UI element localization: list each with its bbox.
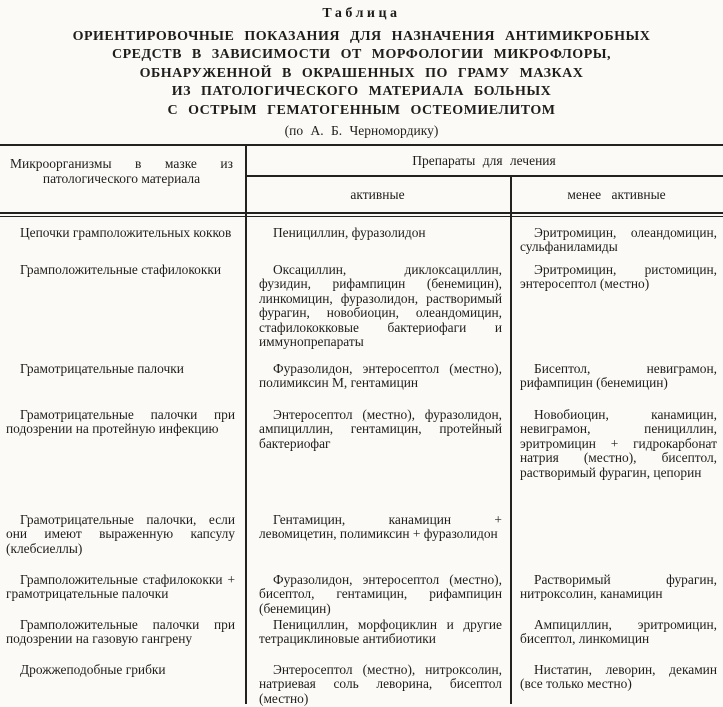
heading-line: СРЕДСТВ В ЗАВИСИМОСТИ ОТ МОРФОЛОГИИ МИКРОФЛОРЫ, [111, 47, 611, 63]
organism-cell: Грамположительные палочки при подозрении на газовую гангрену [6, 617, 235, 647]
table-row [0, 618, 723, 663]
less-active-drugs-cell: Эритромицин, олеандомицин, сульфаниламиды [520, 225, 717, 255]
table-header [0, 144, 723, 212]
table-row [0, 263, 723, 362]
organism-cell: Грамотрицательные палочки [20, 361, 184, 377]
heading-line: С ОСТРЫМ ГЕМАТОГЕННЫМ ОСТЕОМИЕЛИТОМ [167, 102, 556, 118]
column-header-organisms: Микроорганизмы в мазке из патологического материала [10, 156, 233, 187]
active-drugs-cell: Оксациллин, диклоксациллин, фузидин, рифампицин (бенемицин), линкомицин, фуразолидон, растворимый фурагин, новобиоцин, олеандомицин, стафилококковые бактериофаги и иммунопрепараты [259, 262, 502, 350]
less-active-drugs-cell: Растворимый фурагин, нитроксолин, канамицин [520, 572, 717, 602]
less-active-drugs-cell: Ампициллин, эритромицин, бисептол, линкомицин [520, 617, 717, 647]
active-drugs-cell: Энтеросептол (местно), нитроксолин, натриевая соль леворина, бисептол (местно) [259, 662, 502, 706]
heading-line: ИЗ ПАТОЛОГИЧЕСКОГО МАТЕРИАЛА БОЛЬНЫХ [171, 84, 552, 100]
data-table [0, 144, 723, 704]
active-drugs-cell: Пенициллин, фуразолидон [273, 225, 426, 241]
group-header-treatments: Препараты для лечения [245, 146, 723, 177]
document-heading [0, 28, 723, 120]
organism-cell: Цепочки грамположительных кокков [20, 225, 232, 241]
subheader-less-active: менее активные [567, 187, 666, 203]
active-drugs-cell: Энтеросептол (местно), фуразолидон, ампициллин, гентамицин, протейный бактериофаг [259, 407, 502, 451]
table-row [0, 226, 723, 263]
organism-cell: Дрожжеподобные грибки [20, 662, 166, 678]
column-divider [510, 175, 512, 704]
subheader-row [245, 177, 723, 212]
organism-cell: Грамположительные стафилококки + грамотрицательные палочки [6, 572, 235, 602]
less-active-drugs-cell: Нистатин, леворин, декамин (все только местно) [520, 662, 717, 692]
less-active-drugs-cell: Бисептол, невиграмон, рифампицин (бенемицин) [520, 361, 717, 391]
heading-line: ОРИЕНТИРОВОЧНЫЕ ПОКАЗАНИЯ ДЛЯ НАЗНАЧЕНИЯ АНТИМИКРОБНЫХ [72, 29, 651, 44]
active-drugs-cell: Гентамицин, канамицин + левомицетин, полимиксин + фуразолидон [259, 512, 502, 542]
attribution: (по А. Б. Черномордику) [284, 123, 439, 139]
table-row [0, 513, 723, 573]
less-active-drugs-cell: Новобиоцин, канамицин, невиграмон, пенициллин, эритромицин + гидрокарбонат натрия (местно), бисептол, растворимый фурагин, цепорин [520, 407, 717, 480]
organism-cell: Грамотрицательные палочки при подозрении на протейную инфекцию [6, 407, 235, 437]
table-row [0, 408, 723, 513]
organism-cell: Грамположительные стафилококки [20, 262, 222, 278]
active-drugs-cell: Фуразолидон, энтеросептол (местно), полимиксин М, гентамицин [259, 361, 502, 391]
table-label: Таблица [322, 6, 401, 21]
active-drugs-cell: Фуразолидон, энтеросептол (местно), бисептол, гентамицин, рифампицин (бенемицин) [259, 572, 502, 616]
table-row [0, 573, 723, 618]
subheader-active: активные [350, 187, 405, 203]
column-divider [245, 144, 247, 704]
table-body [0, 217, 723, 706]
organism-cell: Грамотрицательные палочки, если они имеют выраженную капсулу (клебсиеллы) [6, 512, 235, 556]
active-drugs-cell: Пенициллин, морфоциклин и другие тетрациклиновые антибиотики [259, 617, 502, 647]
less-active-drugs-cell: Эритромицин, ристомицин, энтеросептол (местно) [520, 262, 717, 292]
heading-line: ОБНАРУЖЕННОЙ В ОКРАШЕННЫХ ПО ГРАМУ МАЗКАХ [139, 65, 584, 81]
table-row [0, 362, 723, 408]
table-row [0, 663, 723, 706]
treatments-header-group [245, 146, 723, 212]
